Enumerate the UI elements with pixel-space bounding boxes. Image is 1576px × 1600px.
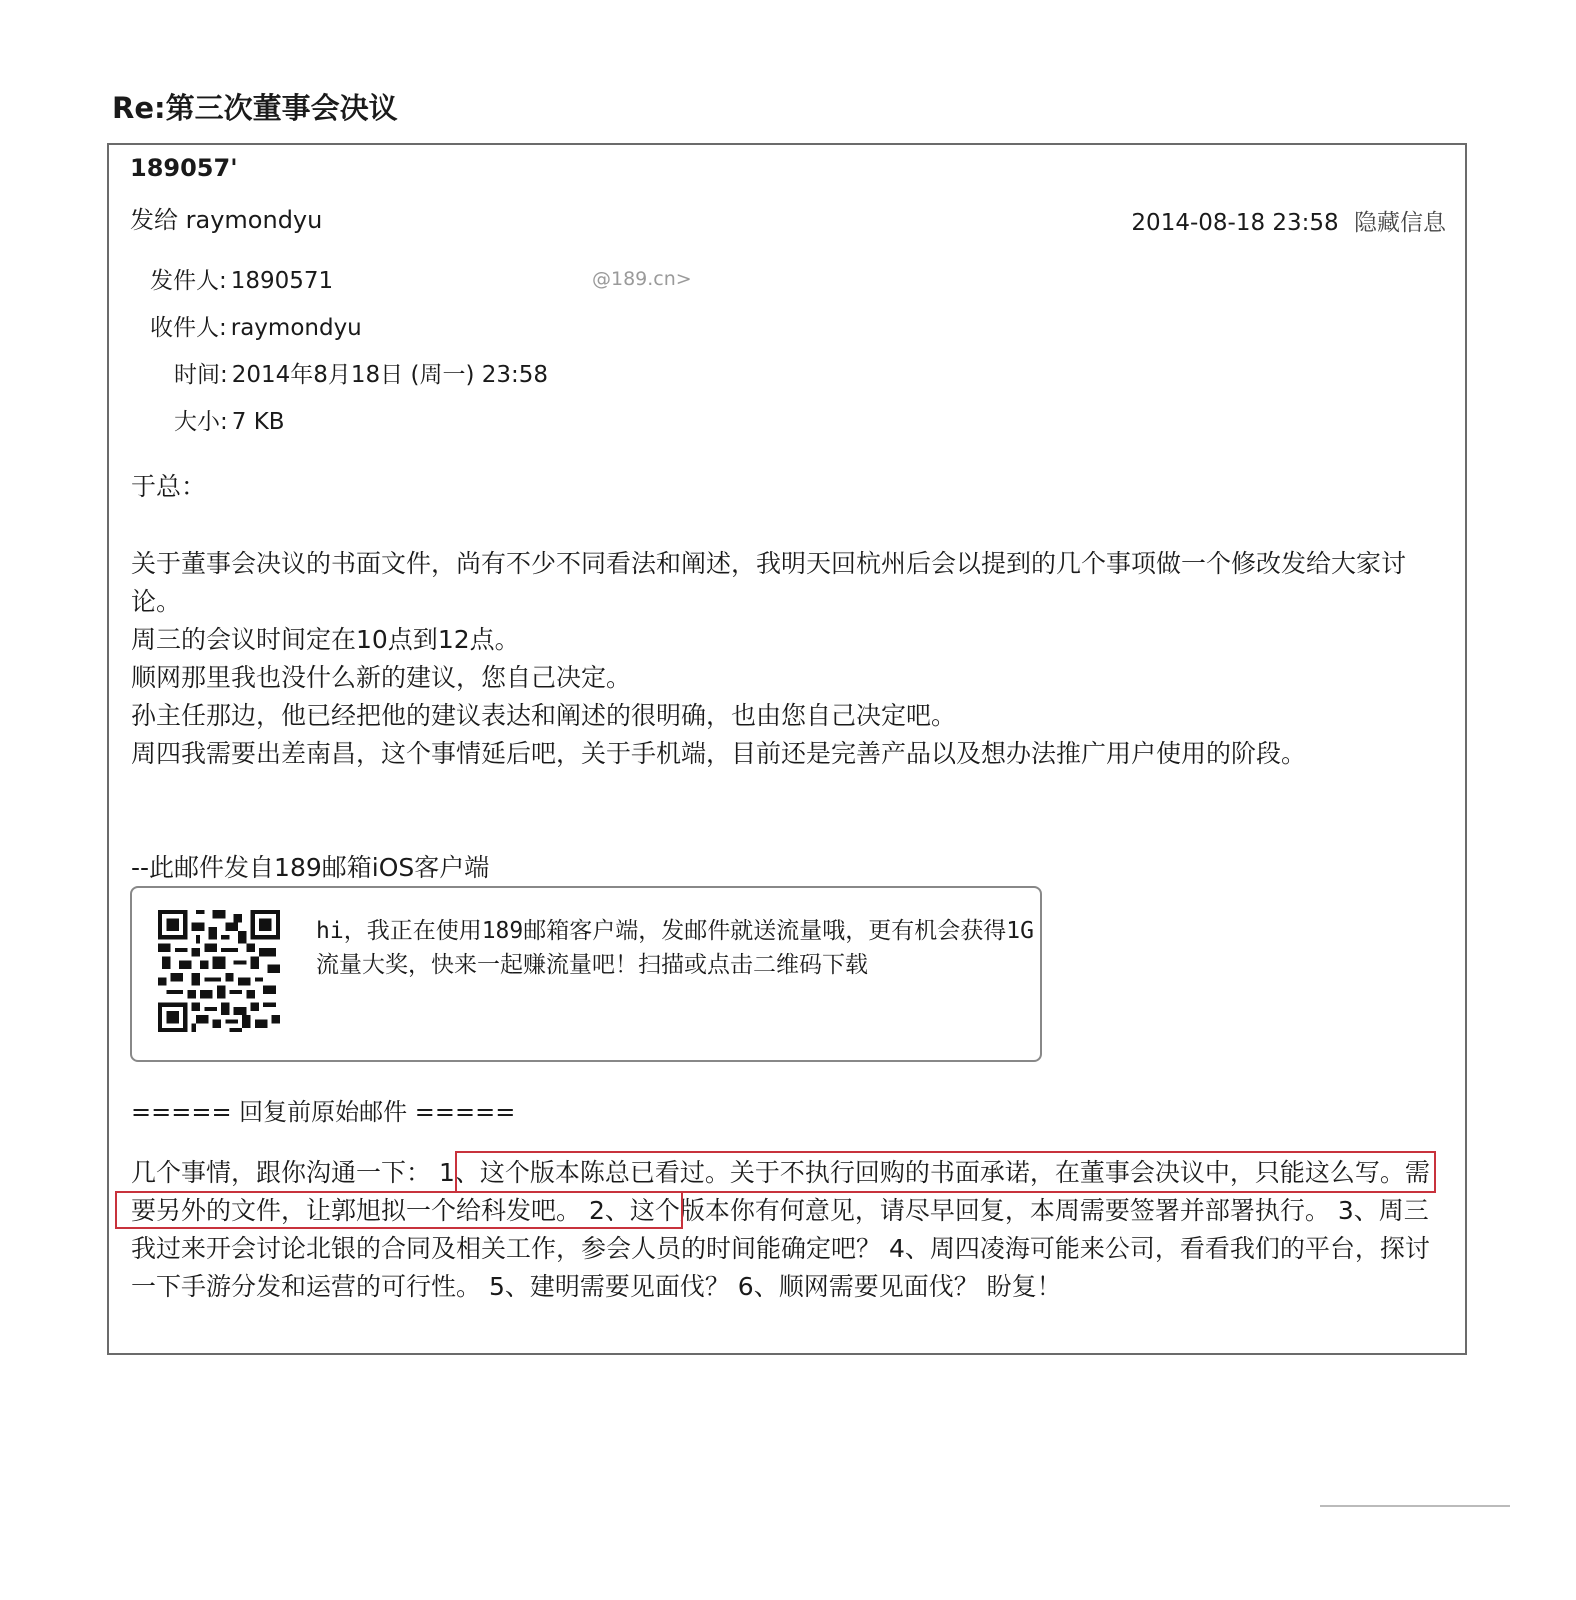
email-subject: Re:第三次董事会决议 [112, 91, 398, 125]
hide-info-link[interactable]: 隐藏信息 [1354, 210, 1446, 236]
email-datetime: 2014-08-18 23:58 [1131, 210, 1339, 236]
highlight-box [455, 1151, 1436, 1193]
original-rest: 2、这个版本你有何意见，请尽早回复，本周需要签署并部署执行。 3、周三我过来开会讨论北银的合同及相关工作，参会人员的时间能确定吧？ 4、周四凌海可能来公司，看看我们的平台，探讨一下手游分发和运营的可行性。 5、建明需要见面伐？ 6、顺网需要见面伐？ 盼复！ [131, 1196, 1430, 1301]
meta-size [174, 403, 285, 436]
email-body [131, 545, 1441, 773]
sent-to-line [130, 200, 322, 235]
size-value: 7 KB [231, 409, 285, 435]
original-intro: 几个事情，跟你沟通一下： [131, 1158, 439, 1187]
body-line: 周三的会议时间定在10点到12点。 [131, 625, 520, 654]
original-mail-divider: ===== 回复前原始邮件 ===== [131, 1098, 516, 1126]
body-line: 顺网那里我也没什么新的建议，您自己决定。 [131, 663, 632, 692]
from-email-masked: @189.cn> [592, 268, 692, 290]
greeting: 于总： [131, 472, 207, 501]
meta-time [174, 356, 548, 389]
to-label: 收件人: [150, 315, 227, 341]
from-label: 发件人: [150, 268, 227, 294]
signature: --此邮件发自189邮箱iOS客户端 [131, 853, 490, 882]
sender-name: 189057' [130, 154, 238, 182]
sent-to-recipient: raymondyu [185, 206, 323, 234]
qr-code-icon[interactable] [158, 910, 280, 1032]
promo-text[interactable]: hi，我正在使用189邮箱客户端，发邮件就送流量哦，更有机会获得1G流量大奖，快来一起赚流量吧！扫描或点击二维码下载 [316, 918, 1034, 978]
size-label: 大小: [174, 409, 228, 435]
from-value: 1890571 [230, 268, 334, 294]
time-label: 时间: [174, 362, 228, 388]
original-item1-part1: 1、这个版本陈总已看过。关于不执行回购的书面承诺，在董事会决议中，只能这么 [438, 1158, 1355, 1187]
meta-to [150, 309, 362, 342]
scan-artifact [1320, 1505, 1510, 1507]
meta-from [150, 262, 333, 295]
body-line: 周四我需要出差南昌，这个事情延后吧，关于手机端，目前还是完善产品以及想办法推广用户使用的阶段。 [131, 739, 1307, 768]
body-line: 关于董事会决议的书面文件，尚有不少不同看法和阐述，我明天回杭州后会以提到的几个事项做一个修改发给大家讨论。 [131, 549, 1407, 616]
body-line: 孙主任那边，他已经把他的建议表达和阐述的很明确，也由您自己决定吧。 [131, 701, 957, 730]
time-value: 2014年8月18日 (周一) 23:58 [231, 362, 549, 388]
to-value: raymondyu [230, 315, 362, 341]
email-datetime-row [1131, 204, 1446, 237]
original-item1-part2: 写。需要另外的文件，让郭旭拟一个给科发吧。 [131, 1158, 1430, 1225]
highlight-box [115, 1191, 683, 1229]
sent-to-label: 发给 [130, 206, 178, 234]
